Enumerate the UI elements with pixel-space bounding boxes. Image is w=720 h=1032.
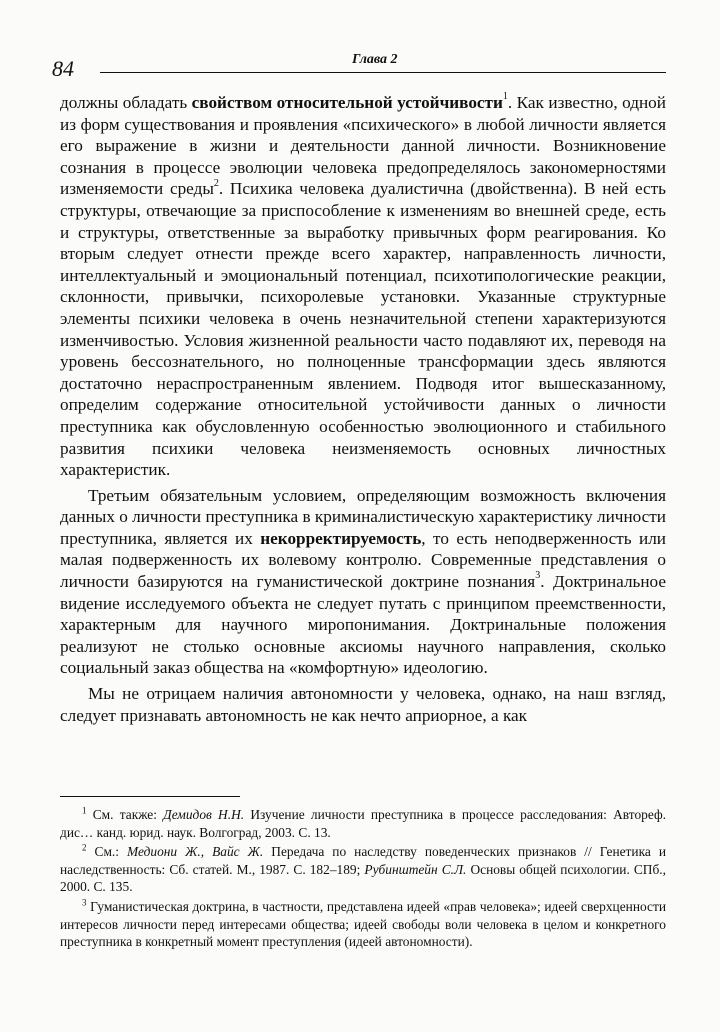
footnote-ref: 3	[535, 570, 541, 582]
paragraph-2	[60, 485, 666, 679]
text-run: Гуманистическая доктрина, в частности, представлена идеей «прав человека»; идеей сверхценности интересов личности перед интересами общества; идеей свободы воли человека в целом и конкретного преступника в конкретный момент преступления (идеей автономности).	[60, 898, 666, 950]
footnote-number: 3	[82, 897, 87, 908]
running-header	[52, 48, 666, 82]
text-run: . Психика человека дуалистична (двойственна). В ней есть структуры, отвечающие за приспособление к изменениям во внешней среде, есть и структуры, ответственные за выработку привычных форм реагирования. Ко вторым следует отнести прежде всего характер, направленность личности, интеллектуальный и эмоциональный потенциал, психотипологические реакции, склонности, привычки, психоролевые установки. Указанные структурные элементы психики человека в очень незначительной степени характеризуются изменчивостью. Условия жизненной реальности часто подавляют их, переводя на уровень бессознательного, но полноценные трансформации здесь являются достаточно нераспространенным явлением. Подводя итог вышесказанному, определим содержание относительной устойчивости данных о личности преступника как обусловленную особенностью эволюционного и стабильного развития психики человека неизменяемость основных личностных характеристик.	[60, 179, 666, 480]
main-text	[60, 92, 666, 726]
bold-term: свойством относительной устойчивости	[191, 93, 503, 112]
text-run: , то есть неподверженность или малая подверженность их волевому контролю. Современные представления о личности базируются на гуманистической доктрине познания	[60, 528, 666, 592]
text-run: . Как известно, одной из форм существования и проявления «психического» в любой личности является его выражение в жизни и деятельности данной личности. Возникновение сознания в процессе эволюции человека предопределялось закономерностями изменяемости среды	[60, 93, 666, 199]
footnote-number: 1	[82, 805, 87, 816]
paragraph-1	[60, 92, 666, 481]
text-run: Изучение личности преступника в процессе расследования: Автореф. дис… канд. юрид. наук. Волгоград, 2003. С. 13.	[60, 807, 666, 840]
text-run: Основы общей психологии. СПб., 2000. С. 135.	[60, 861, 666, 895]
footnote-3	[60, 898, 666, 951]
text-run: Передача по наследству поведенческих признаков // Генетика и наследственность: Сб. статей. М., 1987. С. 182–189;	[60, 844, 667, 877]
footnote-ref: 1	[502, 91, 508, 103]
footnote-1	[60, 806, 666, 841]
author-name: Рубинштейн С.Л.	[364, 861, 467, 877]
footnote-ref: 2	[213, 177, 219, 189]
bold-term: некорректируемость	[260, 528, 422, 548]
text-run: См. также:	[86, 807, 164, 822]
text-run: Мы не отрицаем наличия автономности у человека, однако, на наш взгляд, следует признавать автономность не как нечто априорное, а как	[60, 684, 666, 725]
paragraph-3	[60, 683, 666, 726]
footnote-2	[60, 843, 666, 896]
footnotes	[60, 806, 666, 953]
page-number: 84	[52, 56, 74, 81]
text-run: . Доктринальное видение исследуемого объекта не следует путать с принципом преемственности, характерным для научного миропонимания. Доктринальные положения реализуют не столько основные аксиомы научного направления, сколько социальный заказ общества на «комфортную» идеологию.	[60, 572, 666, 678]
footnote-separator	[60, 796, 240, 797]
header-rule	[100, 72, 666, 73]
author-name: Демидов Н.Н.	[163, 807, 245, 822]
text-run: должны обладать	[60, 93, 192, 112]
text-run: Третьим обязательным условием, определяющим возможность включения данных о личности преступника в криминалистическую характеристику личности преступника, является их	[60, 485, 666, 548]
footnote-number: 2	[82, 842, 87, 853]
chapter-title: Глава 2	[352, 52, 398, 67]
author-name: Медиони Ж., Вайс Ж.	[127, 844, 264, 860]
text-run: См.:	[86, 844, 128, 860]
